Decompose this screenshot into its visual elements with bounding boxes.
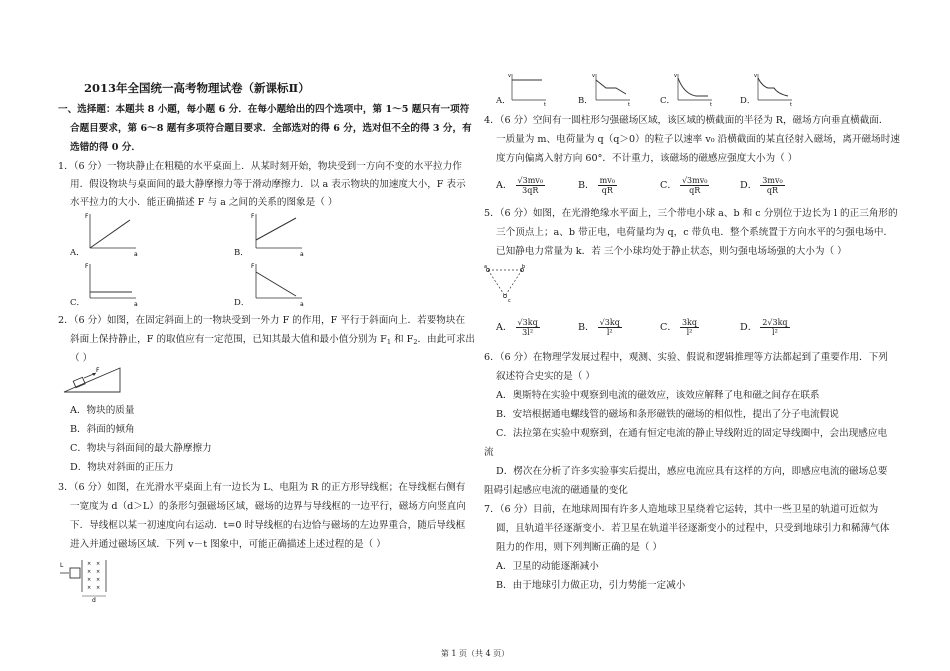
q3-d-axis-t: t [790,102,792,108]
page-title: 2013年全国统一高考物理试卷（新课标Ⅱ） [84,81,310,95]
q2-text-line-1: 2．（6 分）如图，在固定斜面上的一物块受到一外力 F 的作用，F 平行于斜面向上．若要物块在 [58,315,466,326]
section-header-line-3: 选错的得 0 分． [70,142,141,153]
page-footer: 第 1 页（共 4 页） [440,649,510,658]
q1-option-b-label: B． [234,248,249,258]
q3-magnetic-field-figure [58,556,120,602]
q3-fig-l: L [60,562,64,569]
q4-text-line-1: 4．（6 分）空间有一圆柱形匀强磁场区域，该区域的横截面的半径为 R，磁场方向垂直横截面． [484,115,889,126]
q4-option-d: D． $\frac{\text{3mv₀}}{qR}$ [740,176,783,195]
q7-text-line-3: 阻力的作用，则下列判断正确的是（ ） [496,542,663,553]
q3-b-axis-v: v [592,73,595,79]
q1-c-axis-f: F [85,263,89,270]
q3-option-b-graph [592,72,632,108]
section-header-line-2: 合题目要求，第 6～8 题有多项符合题目要求．全部选对的得 6 分，选对但不全的得 3 分，有 [70,123,472,134]
q1-option-d-label: D． [234,298,250,308]
svg-text:×: × [96,561,101,567]
q2-option-d: D．物块对斜面的正压力 [70,462,174,473]
q1-option-c-label: C． [70,298,86,308]
q3-option-c-graph [674,72,714,108]
q5-option-b: B． $\frac{√3kq}{\text{l²}}$ [578,318,620,337]
svg-text:×: × [87,585,92,591]
q1-a-axis-f: F [85,213,89,220]
q5-fig-c: c [508,298,511,304]
q5-text-line-2: 三个顶点上；a、b 带正电，电荷量均为 q，c 带负电．整个系统置于方向水平的匀强电场中． [496,227,894,238]
q5-option-c: C． $\frac{3kq}{\text{l²}}$ [660,318,697,337]
q2-fig-f: F [96,367,100,374]
q2-text-line-2: 斜面上保持静止，F 的取值应有一定范围，已知其最大值和最小值分别为 $F_1$ 和 $F_2$．由此可求出 [70,334,476,346]
q1-b-axis-a: a [300,251,304,258]
q3-c-axis-v: v [674,73,677,79]
q4-option-b: B． $\frac{\text{mv₀}}{qR}$ [578,176,615,195]
q5-triangle-figure [484,264,528,304]
svg-text:×: × [96,585,101,591]
q4-text-line-3: 度方向偏离入射方向 60°．不计重力，该磁场的磁感应强度大小为（ ） [496,153,798,164]
q3-option-a-graph [508,72,548,108]
q1-d-axis-f: F [251,263,255,270]
q3-c-axis-t: t [710,102,712,108]
q1-option-c-graph [84,262,140,308]
q5-text-line-1: 5．（6 分）如图，在光滑绝缘水平面上，三个带电小球 a、b 和 c 分别位于边长为 l 的正三角形的 [484,208,898,219]
svg-text:×: × [96,569,101,575]
q1-d-axis-a: a [300,301,304,308]
svg-text:×: × [87,577,92,583]
q1-b-axis-f: F [251,213,255,220]
q5-option-a: A． $\frac{√3kq}{\text{3l²}}$ [496,318,538,337]
q4-option-a: A． $\frac{\text{√3mv₀}}{3qR}$ [496,176,544,195]
q1-option-b-graph [250,212,306,258]
q1-a-axis-a: a [134,251,138,258]
q6-option-c-line-2: 流 [484,447,494,458]
q3-text-line-3: 下．导线框以某一初速度向右运动．t=0 时导线框的右边恰与磁场的左边界重合，随后导线框 [70,520,466,531]
q3-option-a-label: A． [496,96,511,106]
q1-option-d-graph [250,262,306,308]
q3-text-line-1: 3．（6 分）如图，在光滑水平桌面上有一边长为 L、电阻为 R 的正方形导线框；在导线框右侧有 [58,482,466,493]
q1-text-line-2: 用．假设物块与桌面间的最大静摩擦力等于滑动摩擦力．以 a 表示物块的加速度大小，F 表示 [70,179,466,190]
q3-b-axis-t: t [628,102,630,108]
svg-text:×: × [87,569,92,575]
q3-fig-d: d [92,597,96,604]
q4-text-line-2: 一质量为 m、电荷量为 q（q＞0）的粒子以速率 v₀ 沿横截面的某直径射入磁场，离开磁场时速 [496,134,900,145]
q2-incline-figure [62,366,124,394]
q1-option-a-label: A． [70,248,85,258]
q5-text-line-3: 已知静电力常量为 k．若 三个小球均处于静止状态，则匀强电场场强的大小为（ ） [496,246,847,257]
svg-text:×: × [96,577,101,583]
q3-text-line-4: 进入并通过磁场区域．下列 v－t 图象中，可能正确描述上述过程的是（ ） [70,539,386,550]
q6-option-b: B．安培根据通电螺线管的磁场和条形磁铁的磁场的相似性，提出了分子电流假说 [496,409,839,420]
q3-a-axis-v: v [508,73,511,79]
q3-a-axis-t: t [544,102,546,108]
q3-option-c-label: C． [660,96,676,106]
q5-fig-b: b [522,264,526,270]
section-header-line-1: 一、选择题：本题共 8 小题，每小题 6 分．在每小题给出的四个选项中，第 1～5 题只有一项符 [58,104,470,115]
q6-option-d-line-1: D．楞次在分析了许多实验事实后提出，感应电流应具有这样的方向，即感应电流的磁场总要 [496,466,888,477]
q2-text-line-3: （ ） [70,353,93,364]
q4-option-c: C． $\frac{\text{√3mv₀}}{qR}$ [660,176,708,195]
q7-text-line-1: 7．（6 分）目前，在地球周围有许多人造地球卫星绕着它运转，其中一些卫星的轨道可近似为 [484,504,879,515]
q1-c-axis-a: a [134,301,138,308]
q2-option-a: A．物块的质量 [70,405,135,416]
q6-text-line-2: 叙述符合史实的是（ ） [496,371,595,382]
q3-text-line-2: 一宽度为 d（d＞L）的条形匀强磁场区域，磁场的边界与导线框的一边平行，磁场方向竖直向 [70,501,466,512]
q2-option-b: B．斜面的倾角 [70,424,135,435]
q6-text-line-1: 6．（6 分）在物理学发展过程中，观测、实验、假说和逻辑推理等方法都起到了重要作用．下列 [484,352,888,363]
q3-d-axis-v: v [754,73,757,79]
q7-option-b: B．由于地球引力做正功，引力势能一定减小 [496,580,686,591]
q7-text-line-2: 圆，且轨道半径逐渐变小．若卫星在轨道半径逐渐变小的过程中，只受到地球引力和稀薄气体 [496,523,890,534]
q3-option-d-label: D． [740,96,756,106]
q3-option-d-graph [754,72,794,108]
q2-option-c: C．物块与斜面间的最大静摩擦力 [70,443,212,454]
q5-fig-a: a [484,264,488,270]
svg-text:×: × [87,561,92,567]
q3-option-b-label: B． [578,96,593,106]
q7-option-a: A．卫星的动能逐渐减小 [496,561,599,572]
q5-option-d: D． $\frac{2√3kq}{\text{l²}}$ [740,318,788,337]
q6-option-a: A．奥斯特在实验中观察到电流的磁效应，该效应解释了电和磁之间存在联系 [496,390,820,401]
q1-text-line-1: 1．（6 分）一物块静止在粗糙的水平桌面上．从某时刻开始，物块受到一方向不变的水平拉力作 [58,161,462,172]
q6-option-d-line-2: 阻碍引起感应电流的磁通量的变化 [484,485,628,496]
q6-option-c-line-1: C．法拉第在实验中观察到，在通有恒定电流的静止导线附近的固定导线圈中，会出现感应电 [496,428,888,439]
q1-text-line-3: 水平拉力的大小．能正确描述 F 与 a 之间的关系的图象是（ ） [70,197,338,208]
q1-option-a-graph [84,212,140,258]
